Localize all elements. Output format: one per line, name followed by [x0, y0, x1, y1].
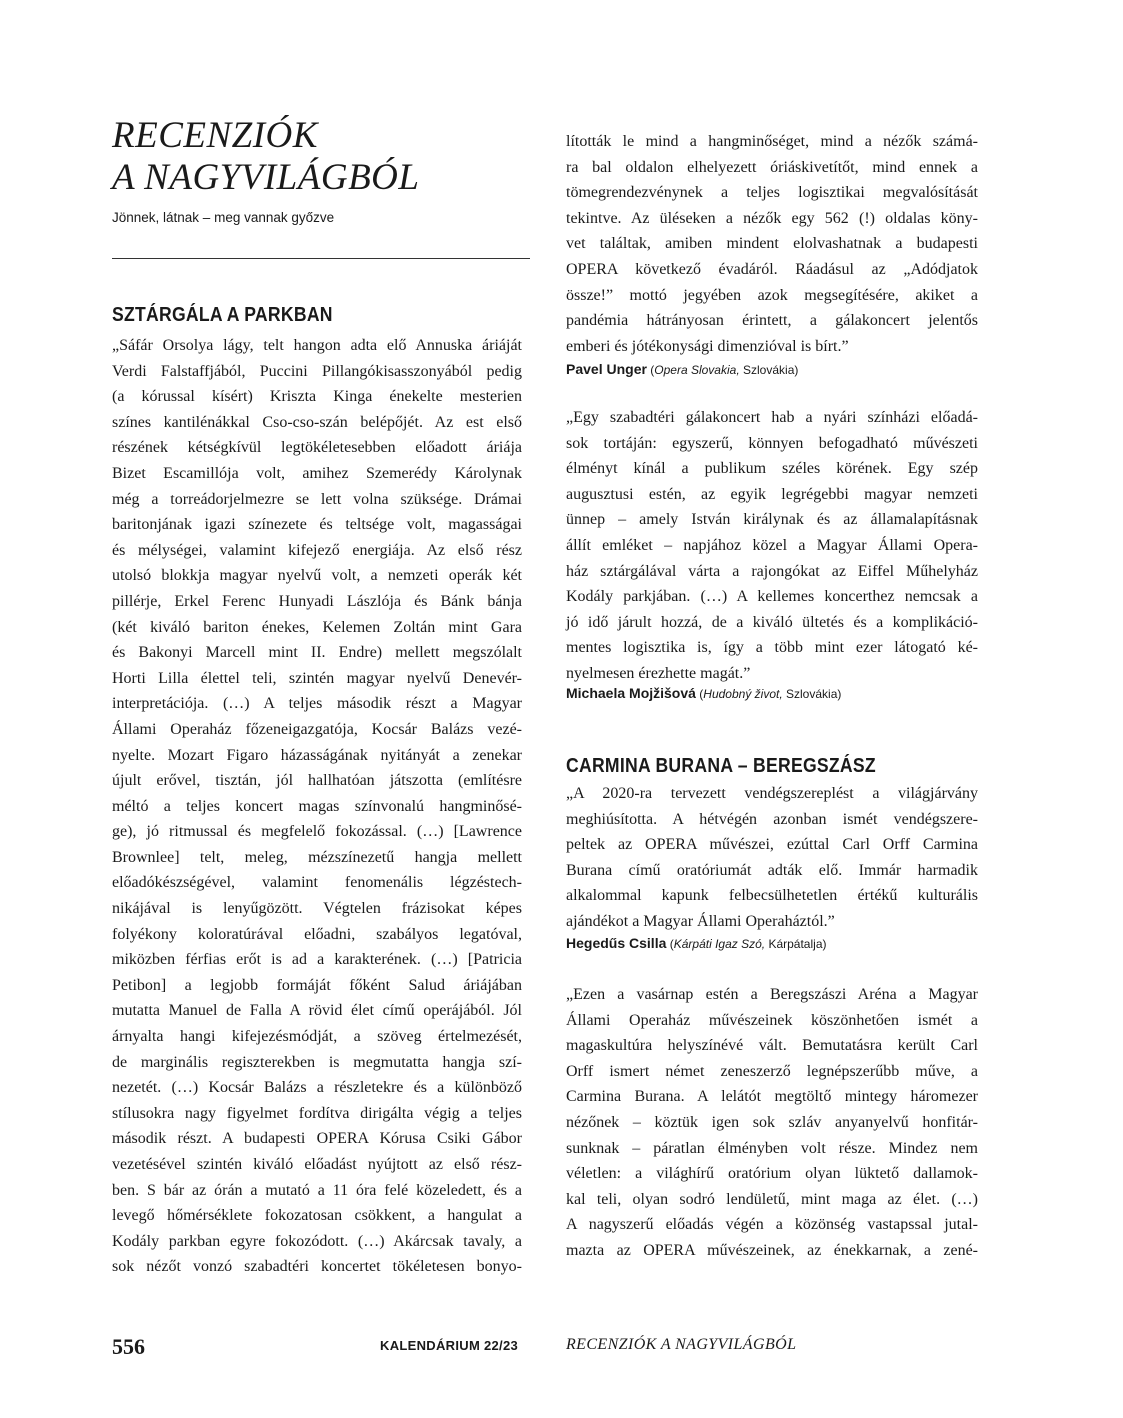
text-line: meghiúsította. A hétvégén azonban ismét vendégszere-	[566, 810, 978, 828]
text-line: interpretációja. (…) A teljes második részt a Magyar	[112, 695, 522, 713]
text-line: sok nézőt vonzó szabadtéri koncertet tökéletesen bonyo-	[112, 1258, 522, 1276]
title-divider	[112, 258, 530, 259]
text-line: részének kétségkívül legtökéletesebben előadott áriája	[112, 439, 522, 457]
text-line: pandémia hátrányosan érintett, a gálakoncert jelentős	[566, 312, 978, 330]
citation-author: Pavel Unger	[566, 361, 647, 377]
text-line: nyelmesen érezhette magát.”	[566, 664, 751, 682]
text-line: Horti Lilla élettel teli, szintén magyar nyelvű Denevér-	[112, 669, 522, 687]
text-line: össze!” mottó jegyében azok megsegítésére, akiket a	[566, 286, 978, 304]
page-subtitle: Jönnek, látnak – meg vannak győzve	[112, 210, 335, 225]
text-line: OPERA következő évadáról. Ráadásul az „Adódjatok	[566, 260, 978, 278]
page-title-line-2: A NAGYVILÁGBÓL	[112, 157, 420, 198]
text-line: ra bal oldalon elhelyezett óriáskivetítőt, mind ennek a	[566, 158, 978, 176]
section-heading-sztargala: SZTÁRGÁLA A PARKBAN	[112, 304, 333, 326]
article-body-left	[112, 333, 522, 1280]
citation-publication: Kárpáti Igaz Szó,	[673, 937, 766, 951]
text-line: (a kórussal kísért) Kriszta Kinga énekelte mesterien	[112, 388, 522, 406]
citation-publication: Hudobný život,	[703, 687, 783, 701]
text-line: Kodály parkban egyre fokozódott. (…) Akárcsak tavaly, a	[112, 1232, 522, 1250]
text-line: (két kiváló bariton énekes, Kelemen Zoltán mint Gara	[112, 618, 522, 636]
text-line: ge), jó ritmussal és megfelelő fokozással. (…) [Lawrence	[112, 823, 522, 841]
page-title	[112, 115, 419, 199]
text-line: folyékony koloratúrával előadni, szabályos legatóval,	[112, 925, 522, 943]
text-line: Bizet Escamillója volt, amihez Szemerédy Károlynak	[112, 464, 522, 482]
text-line: augusztusi estén, az egyik legrégebbi magyar nemzeti	[566, 485, 978, 503]
citation-pavel-unger: Pavel Unger (Opera Slovakia, Szlovákia)	[566, 361, 799, 377]
text-line: alkalommal kapunk felbecsülhetetlen értékű kulturális	[566, 887, 978, 905]
citation-author: Hegedűs Csilla	[566, 935, 667, 951]
text-line: tömegrendezvénynek a teljes logisztikai megvalósítását	[566, 184, 978, 202]
quote-mojzisova	[566, 405, 978, 687]
text-line: nikájával is lenyűgözött. Végtelen frázisokat képes	[112, 900, 522, 918]
article-body-right	[566, 129, 978, 359]
page-number: 556	[112, 1334, 145, 1359]
text-line: Carmina Burana. A lelátót megtöltő mintegy háromezer	[566, 1088, 978, 1106]
text-line: vezetésével szintén kiváló előadást nyújtott az első rész-	[112, 1156, 522, 1173]
text-line: árnyalta hangi kifejezésmódját, a szöveg értelmezését,	[112, 1028, 522, 1046]
text-line: peltek az OPERA művészei, ezúttal Carl Orff Carmina	[566, 836, 978, 854]
text-line: még a torreádorjelmezre se lett volna szüksége. Drámai	[112, 490, 522, 508]
text-line: Verdi Falstaffjából, Puccini Pillangókisasszonyából pedig	[112, 362, 522, 380]
text-line: mutatta Manuel de Falla A rövid élet című operájából. Jól	[112, 1002, 522, 1020]
text-line: ben. S bár az órán a mutató a 11 óra felé közeledett, és a	[112, 1181, 522, 1199]
text-line: állít emléket – napjához közel a Magyar Állami Opera-	[566, 536, 978, 554]
text-line: színes kantilénákkal Cso-cso-szán belépőjét. Az est első	[112, 413, 522, 431]
section-heading-carmina: CARMINA BURANA – BEREGSZÁSZ	[566, 755, 876, 777]
quote-beregszasz	[566, 982, 978, 1264]
text-line: ajándékot a Magyar Állami Operaháztól.”	[566, 912, 835, 930]
text-line: miközben férfias erőt is ad a karakterének. (…) [Patricia	[112, 951, 522, 969]
text-line: „A 2020-ra tervezett vendégszereplést a világjárvány	[566, 785, 978, 802]
text-line: élményt kínál a publikum széles körének. Egy szép	[566, 460, 978, 478]
page-title-line-1: RECENZIÓK	[112, 115, 318, 156]
text-line: Állami Operaház művészeinek köszönhetően ismét a	[566, 1011, 978, 1029]
text-line: nézőnek – köztük igen sok szláv anyanyelvű honfitár-	[566, 1113, 978, 1131]
text-line: vet találtak, amiben mindent elolvashatnak a budapesti	[566, 235, 978, 253]
text-line: méltó a teljes koncert magas színvonalú hangminősé-	[112, 797, 522, 815]
text-line: lították le mind a hangminőséget, mind a nézők számá-	[566, 133, 978, 150]
citation-author: Michaela Mojžišová	[566, 685, 696, 701]
text-line: stílusokra nagy figyelmet fordítva dirigálta végig a teljes	[112, 1104, 522, 1122]
text-line: magaskultúra helyszínévé vált. Bemutatásra került Carl	[566, 1037, 978, 1055]
text-line: sok tortáján: egyszerű, könnyen befogadható művészeti	[566, 434, 978, 452]
text-line: mentes logisztika is, így a több mint ezer látogató ké-	[566, 639, 978, 657]
citation-publication: Opera Slovakia,	[654, 363, 740, 377]
footer-section-name: RECENZIÓK A NAGYVILÁGBÓL	[566, 1336, 797, 1353]
text-line: baritonjának igazi színezete és teltsége volt, magasságai	[112, 516, 522, 534]
footer-publication: KALENDÁRIUM 22/23	[380, 1338, 519, 1353]
text-line: „Egy szabadtéri gálakoncert hab a nyári színházi előadá-	[566, 409, 978, 426]
text-line: Burana című oratóriumát adták elő. Immár harmadik	[566, 861, 978, 879]
text-line: jó idő járult hozzá, de a kiváló ültetés és a komplikáció-	[566, 613, 978, 631]
text-line: véletlen: a világhírű oratórium olyan lüktető dallamok-	[566, 1165, 978, 1183]
text-line: pillérje, Erkel Ferenc Hunyadi Lászlója és Bánk bánja	[112, 592, 522, 610]
citation-hegedus: Hegedűs Csilla (Kárpáti Igaz Szó, Kárpátalja)	[566, 935, 827, 951]
text-line: második részt. A budapesti OPERA Kórusa Csiki Gábor	[112, 1130, 522, 1148]
citation-country: Szlovákia	[743, 363, 795, 377]
text-line: és Bakonyi Marcell mint II. Endre) mellett megszólalt	[112, 644, 522, 662]
text-line: nezetét. (…) Kocsár Balázs a részletekre és a különböző	[112, 1079, 522, 1097]
text-line: és mélységei, valamint kifejező energiája. Az első rész	[112, 541, 522, 559]
text-line: előadókészségével, valamint fenomenális légzéstech-	[112, 874, 522, 892]
text-line: utolsó blokkja magyar nyelvű volt, a nemzeti operák két	[112, 567, 522, 585]
text-line: tekintve. Az üléseken a nézők egy 562 (!) oldalas köny-	[566, 209, 978, 227]
text-line: de marginális regiszterekben is megmutatta hangja szí-	[112, 1053, 522, 1071]
text-line: Állami Operaház főzeneigazgatója, Kocsár Balázs vezé-	[112, 720, 522, 738]
text-line: „Ezen a vasárnap estén a Beregszászi Aréna a Magyar	[566, 986, 978, 1003]
text-line: ház sztárgálával várta a rajongókat az Eiffel Műhelyház	[566, 562, 978, 580]
citation-country: Kárpátalja	[768, 937, 823, 951]
text-line: ünnep – amely István királynak és az államalapításnak	[566, 511, 978, 529]
text-line: újult erővel, tisztán, jól hallhatóan játszotta (említésre	[112, 772, 522, 790]
text-line: Orff ismert német zeneszerző legnépszerűbb műve, a	[566, 1062, 978, 1080]
text-line: Kodály parkjában. (…) A kellemes koncerthez nemcsak a	[566, 588, 978, 606]
text-line: levegő hőmérséklete fokozatosan csökkent, a hangulat a	[112, 1207, 522, 1225]
citation-country: Szlovákia	[786, 687, 838, 701]
text-line: mazta az OPERA művészeinek, az énekkarnak, a zené-	[566, 1241, 978, 1259]
text-line: kal teli, olyan sodró lendületű, mint maga az élet. (…)	[566, 1190, 978, 1208]
quote-hegedus	[566, 781, 978, 935]
text-line: Petibon] a legjobb formáját főként Salud áriájában	[112, 976, 522, 994]
text-line: Brownlee] telt, meleg, mézszínezetű hangja mellett	[112, 848, 522, 866]
text-line: „Sáfár Orsolya lágy, telt hangon adta elő Annuska áriáját	[112, 337, 522, 354]
text-line: A nagyszerű előadás végén a közönség vastapssal jutal-	[566, 1216, 978, 1234]
text-line: emberi és jótékonysági dimenzióval is bírt.”	[566, 337, 849, 355]
text-line: nyelte. Mozart Figaro házasságának nyitányát a zenekar	[112, 746, 522, 764]
citation-mojzisova: Michaela Mojžišová (Hudobný život, Szlovákia)	[566, 685, 842, 701]
text-line: sunknak – páratlan élményben volt része. Mindez nem	[566, 1139, 978, 1157]
